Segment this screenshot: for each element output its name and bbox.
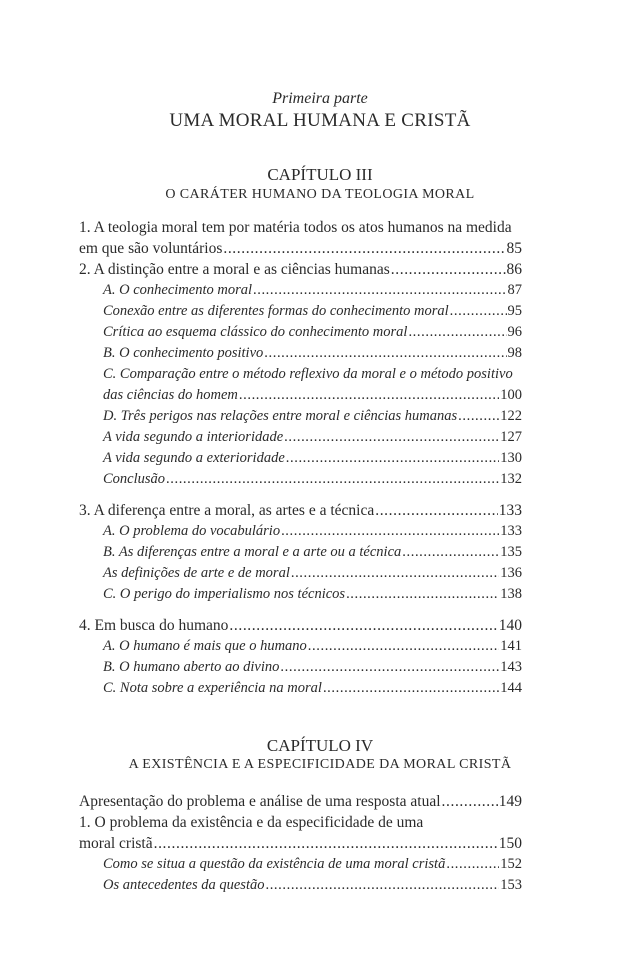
dot-leader: [308, 636, 499, 657]
toc-entry[interactable]: [79, 259, 522, 280]
toc-page-number: 130: [500, 450, 522, 466]
toc-entry[interactable]: [79, 678, 522, 699]
chapter-4-toc: [79, 791, 522, 896]
dot-leader: [375, 500, 498, 521]
toc-entry[interactable]: [79, 584, 522, 605]
dot-leader: [286, 448, 499, 469]
dot-leader: [265, 875, 499, 896]
toc-page-number: 136: [500, 565, 522, 581]
toc-entry-title: em que são voluntários: [79, 240, 223, 257]
toc-page-number: 140: [498, 617, 522, 634]
toc-entry-title: A. O humano é mais que o humano: [103, 638, 307, 654]
toc-entry[interactable]: [79, 563, 522, 584]
toc-entry-title: das ciências do homem: [103, 387, 238, 403]
toc-entry[interactable]: [79, 406, 522, 427]
dot-leader: [323, 678, 499, 699]
toc-entry[interactable]: [79, 427, 522, 448]
toc-entry[interactable]: [79, 217, 522, 238]
dot-leader: [239, 385, 499, 406]
toc-entry-title: Conclusão: [103, 471, 166, 487]
toc-entry[interactable]: [79, 322, 522, 343]
chapter-4-number: CAPÍTULO IV: [266, 736, 374, 755]
part-label: Primeira parte: [272, 90, 368, 107]
toc-entry-title: 1. A teologia moral tem por matéria todos os atos humanos na medida: [79, 219, 512, 236]
dot-leader: [154, 833, 498, 854]
toc-entry-title: B. O humano aberto ao divino: [103, 659, 280, 675]
toc-entry[interactable]: [79, 615, 522, 636]
toc-entry-title: As definições de arte e de moral: [103, 565, 290, 581]
dot-leader: [281, 521, 499, 542]
toc-entry-title: Apresentação do problema e análise de uma resposta atual: [79, 793, 441, 810]
toc-entry-title: 1. O problema da existência e da especificidade de uma: [79, 814, 424, 831]
dot-leader: [229, 615, 497, 636]
toc-spacer: [79, 605, 522, 615]
toc-entry-title: C. Nota sobre a experiência na moral: [103, 680, 322, 696]
toc-entry[interactable]: [79, 364, 522, 385]
toc-entry[interactable]: [79, 542, 522, 563]
toc-entry-title: 3. A diferença entre a moral, as artes e a técnica: [79, 502, 375, 519]
toc-entry-title: A. O problema do vocabulário: [103, 523, 281, 539]
toc-page-number: 133: [498, 502, 522, 519]
toc-page-number: 86: [506, 261, 522, 278]
toc-entry[interactable]: [79, 469, 522, 490]
toc-page-number: 144: [500, 680, 522, 696]
toc-page-number: 95: [507, 303, 522, 319]
toc-entry-title: A vida segundo a exterioridade: [103, 450, 285, 466]
chapter-3-toc: [79, 217, 522, 699]
chapter-3-number: CAPÍTULO III: [267, 165, 373, 184]
toc-entry[interactable]: [79, 854, 522, 875]
dot-leader: [291, 563, 499, 584]
toc-entry[interactable]: [79, 238, 522, 259]
toc-entry-title: D. Três perigos nas relações entre moral e ciências humanas: [103, 408, 458, 424]
toc-page-number: 87: [507, 282, 522, 298]
dot-leader: [391, 259, 506, 280]
dot-leader: [450, 301, 507, 322]
toc-entry[interactable]: [79, 500, 522, 521]
toc-entry-title: Os antecedentes da questão: [103, 877, 265, 893]
dot-leader: [223, 238, 505, 259]
toc-entry-title: B. As diferenças entre a moral e a arte ou a técnica: [103, 544, 402, 560]
toc-entry-title: 2. A distinção entre a moral e as ciências humanas: [79, 261, 390, 278]
dot-leader: [442, 791, 498, 812]
toc-page-number: 85: [506, 240, 522, 257]
toc-page-number: 98: [507, 345, 522, 361]
toc-entry-title: 4. Em busca do humano: [79, 617, 229, 634]
toc-page-number: 135: [500, 544, 522, 560]
chapter-4-title: A EXISTÊNCIA E A ESPECIFICIDADE DA MORAL CRISTÃ: [128, 757, 512, 772]
toc-page-number: 122: [500, 408, 522, 424]
dot-leader: [446, 854, 499, 875]
toc-page-number: 132: [500, 471, 522, 487]
toc-entry[interactable]: [79, 280, 522, 301]
toc-page-number: 150: [498, 835, 522, 852]
toc-entry[interactable]: [79, 875, 522, 896]
toc-page-number: 152: [500, 856, 522, 872]
toc-page-number: 133: [500, 523, 522, 539]
dot-leader: [253, 280, 507, 301]
dot-leader: [408, 322, 506, 343]
toc-entry-title: Como se situa a questão da existência de uma moral cristã: [103, 856, 446, 872]
toc-page-number: 153: [500, 877, 522, 893]
toc-entry[interactable]: [79, 301, 522, 322]
toc-entry-title: A vida segundo a interioridade: [103, 429, 284, 445]
dot-leader: [346, 584, 499, 605]
toc-entry-title: B. O conhecimento positivo: [103, 345, 264, 361]
toc-page-number: 141: [500, 638, 522, 654]
toc-spacer: [79, 490, 522, 500]
toc-page-number: 100: [500, 387, 522, 403]
toc-page-number: 138: [500, 586, 522, 602]
toc-entry[interactable]: [79, 521, 522, 542]
toc-entry[interactable]: [79, 448, 522, 469]
toc-entry[interactable]: [79, 636, 522, 657]
toc-entry-title: Crítica ao esquema clássico do conhecimento moral: [103, 324, 408, 340]
chapter-3-title: O CARÁTER HUMANO DA TEOLOGIA MORAL: [165, 187, 475, 202]
toc-entry-title: C. Comparação entre o método reflexivo da moral e o método positivo: [103, 366, 513, 382]
toc-page-number: 143: [500, 659, 522, 675]
toc-page-number: 96: [507, 324, 522, 340]
dot-leader: [402, 542, 499, 563]
toc-entry[interactable]: [79, 833, 522, 854]
dot-leader: [264, 343, 506, 364]
toc-entry-title: C. O perigo do imperialismo nos técnicos: [103, 586, 346, 602]
toc-page-number: 149: [498, 793, 522, 810]
toc-entry[interactable]: [79, 657, 522, 678]
dot-leader: [166, 469, 499, 490]
dot-leader: [280, 657, 499, 678]
toc-entry[interactable]: [79, 791, 522, 812]
part-title: UMA MORAL HUMANA E CRISTÃ: [169, 110, 471, 131]
toc-page-number: 127: [500, 429, 522, 445]
toc-entry-title: moral cristã: [79, 835, 153, 852]
toc-entry-title: A. O conhecimento moral: [103, 282, 252, 298]
dot-leader: [458, 406, 499, 427]
toc-entry[interactable]: [79, 385, 522, 406]
toc-entry-title: Conexão entre as diferentes formas do conhecimento moral: [103, 303, 449, 319]
toc-entry[interactable]: [79, 812, 522, 833]
dot-leader: [284, 427, 499, 448]
toc-entry[interactable]: [79, 343, 522, 364]
